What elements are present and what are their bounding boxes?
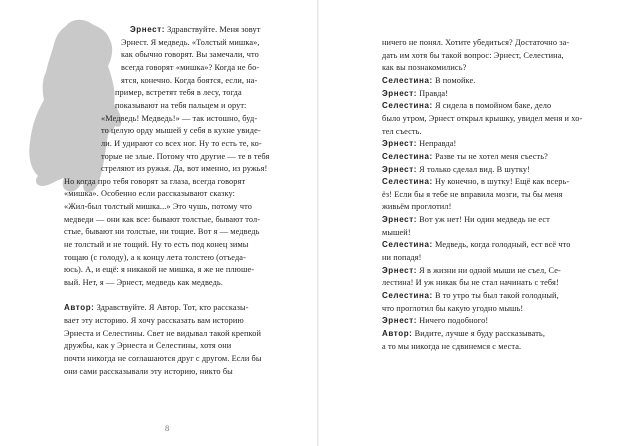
text-line [382, 265, 561, 277]
text-line [382, 315, 488, 327]
line-text: как вы познакомились? [382, 63, 467, 73]
line-text: а то мы никогда не сдвинемся с места. [382, 341, 522, 351]
line-text: то целую орду мышей у себя в кухне увиде- [101, 126, 261, 136]
line-text: юсь). А, и ещё: я никакой не мишка, я же не плюше- [64, 265, 255, 275]
speaker-name: Эрнест: [382, 265, 417, 275]
text-line [382, 126, 422, 138]
text-line [64, 277, 223, 289]
line-text: ёз! Если бы я тебе не вправила мозги, ты бы меня [382, 189, 563, 199]
text-line [64, 201, 252, 213]
text-line [382, 75, 475, 87]
line-text: ничего не понял. Хотите убедиться? Достаточно за- [382, 38, 570, 47]
line-text: не толстый и не тощий. Ну то есть под конец зимы [64, 240, 249, 250]
text-line [382, 214, 550, 226]
line-text: «Жил-был толстый мишка...» Это чушь, потому что [64, 202, 252, 212]
line-text: Я сидела в помойном баке, дело [432, 101, 552, 111]
text-line [382, 88, 448, 100]
line-text: Видите, лучше я буду рассказывать, [412, 328, 545, 338]
speaker-name: Селестина: [382, 240, 433, 250]
line-text: тощаю (с голоду), а к концу лета толстею (отъеда- [64, 252, 246, 262]
line-text: что проглотил бы какую угодно мышь! [382, 303, 524, 313]
line-text: Правда! [417, 88, 449, 98]
right-page [319, 0, 637, 446]
speaker-name: Автор: [382, 328, 413, 338]
line-text: Вот уж нет! Ни один медведь не ест [417, 215, 550, 225]
speaker-name: Эрнест: [382, 316, 417, 326]
left-page [0, 0, 317, 446]
speaker-name: Эрнест: [382, 164, 417, 174]
text-line [101, 113, 257, 125]
line-text: Разве ты не хотел меня съесть? [432, 151, 548, 161]
line-text: тел съесть. [382, 126, 422, 136]
line-text: «Медведь! Медведь!» — так истошно, буд- [101, 113, 258, 123]
line-text: Ну конечно, в шутку! Ещё как всерь- [432, 177, 570, 187]
text-line [130, 24, 261, 36]
text-line [121, 75, 257, 87]
text-line [64, 176, 245, 188]
line-text: почти никогда не соглашаются друг с другом. Если бы [64, 353, 262, 363]
line-text: ятся, конечно. Когда боятся, если, на- [121, 75, 258, 85]
text-line [64, 315, 244, 327]
text-line [64, 302, 249, 314]
line-text: Медведь, когда голодный, ест всё что [432, 240, 571, 250]
text-line [382, 100, 551, 112]
line-text: торые не злые. Потому что другие — те в тебя [101, 151, 270, 161]
line-text: вый. Нет, я — Эрнест, медведь как медведь. [64, 278, 223, 287]
line-text: вает эту историю. Я хочу рассказать вам историю [64, 315, 244, 325]
line-text: ли. И удирают со всех ног. Ну то есть те, ко- [101, 138, 262, 148]
text-line [382, 303, 523, 315]
speaker-name: Селестина: [382, 151, 433, 161]
line-text: Я только сделал вид. В шутку! [417, 164, 531, 174]
text-line [382, 341, 521, 353]
line-text: Ничего подобного! [417, 316, 489, 326]
text-line [115, 100, 246, 112]
text-line [382, 151, 548, 163]
text-line [382, 227, 411, 239]
text-line [64, 328, 261, 340]
text-line [101, 138, 262, 150]
line-text: Неправда! [417, 139, 457, 149]
speaker-name: Эрнест: [382, 88, 417, 98]
text-line [382, 252, 421, 264]
line-text: дружбы, как у Эрнеста и Селестины, хотя они [64, 341, 232, 351]
line-text: Но когда про тебя говорят за глаза, всегда говорят [64, 176, 246, 186]
line-text: стреляют из ружья. Да, вот именно, из ружья! [101, 164, 268, 174]
line-text: показывают на тебя пальцем и орут: [115, 100, 247, 110]
text-line [64, 188, 235, 200]
text-line [382, 277, 559, 289]
line-text: В то утро ты был такой голодный, [432, 291, 559, 300]
page-number: 8 [165, 423, 170, 433]
text-line [382, 164, 530, 176]
text-line [382, 50, 564, 62]
text-line [64, 226, 259, 238]
text-line [101, 163, 267, 175]
line-text: пример, встретят тебя в лесу, тогда [115, 88, 242, 98]
line-text: они сами рассказывали эту историю, никто бы [64, 366, 233, 376]
text-line [64, 353, 262, 365]
text-line [382, 189, 563, 201]
line-text: мышей! [382, 227, 411, 237]
text-line [382, 201, 451, 213]
text-line [64, 264, 254, 276]
text-line [121, 62, 259, 74]
text-line [382, 62, 466, 74]
line-text: ни попадя! [382, 253, 422, 263]
speaker-name: Селестина: [382, 75, 433, 85]
text-line [64, 366, 233, 378]
speaker-name: Селестина: [382, 101, 433, 111]
text-line [382, 290, 559, 302]
text-line [382, 37, 569, 49]
text-line [115, 87, 242, 99]
line-text: как обычно говорят. Вы замечали, что [121, 50, 259, 60]
line-text: Здравствуйте. Меня зовут [165, 25, 261, 34]
text-line [382, 113, 582, 125]
text-line [121, 49, 259, 61]
line-text: Эрнеста и Селестины. Свет не видывал такой крепкой [64, 328, 261, 338]
line-text: Эрнест. Я медведь. «Толстый мишка», [121, 37, 260, 47]
text-line [64, 252, 246, 264]
line-text: было утром, Эрнест открыл крышку, увидел меня и хо- [382, 113, 583, 123]
text-line [64, 340, 231, 352]
text-line [101, 125, 261, 137]
text-line [121, 37, 260, 49]
text-line [382, 328, 545, 340]
speaker-name: Автор: [64, 303, 95, 313]
text-line [382, 138, 456, 150]
line-text: живьём проглотил! [382, 202, 452, 212]
text-line [101, 151, 269, 163]
line-text: стые, бывают ни толстые, ни тощие. Вот я — медведь [64, 227, 260, 237]
text-line [64, 214, 260, 226]
speaker-name: Эрнест: [382, 215, 417, 225]
speaker-name: Эрнест: [130, 25, 165, 34]
line-text: В помойке. [432, 75, 476, 85]
line-text: лестина! И уж никак бы не стал начинать с тебя! [382, 278, 559, 288]
text-line [382, 239, 570, 251]
speaker-name: Селестина: [382, 177, 433, 187]
line-text: Здравствуйте. Я Автор. Тот, кто рассказы- [94, 303, 249, 313]
line-text: Я в жизни ни одной мыши не съел, Се- [417, 265, 561, 275]
line-text: медведи — они как все: бывают толстые, бывают тол- [64, 214, 261, 224]
text-line [64, 239, 248, 251]
text-line [382, 176, 569, 188]
line-text: всегда говорят «мишка»? Когда не бо- [121, 62, 260, 72]
line-text: дать им хотя бы такой вопрос: Эрнест, Селестина, [382, 50, 564, 60]
speaker-name: Селестина: [382, 291, 433, 300]
line-text: «мишка». Особенно если рассказывают сказку: [64, 189, 236, 199]
speaker-name: Эрнест: [382, 139, 417, 149]
